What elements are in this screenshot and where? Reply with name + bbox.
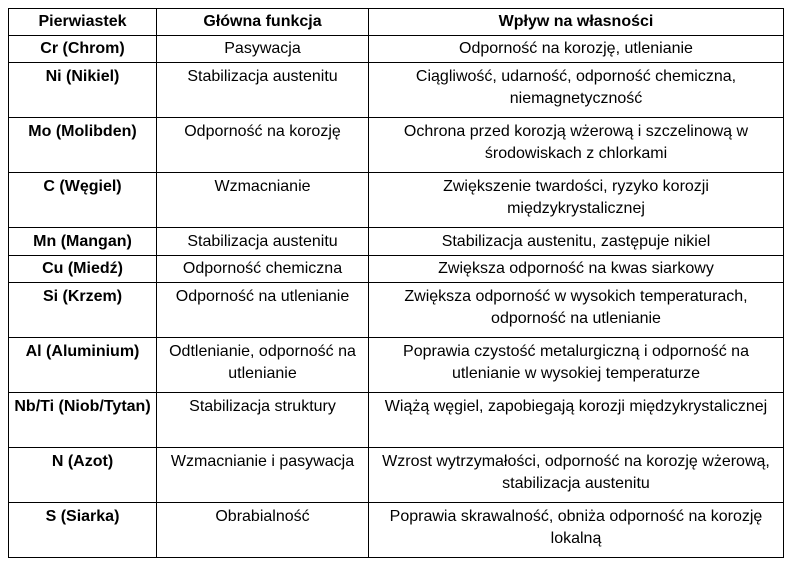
element-cell: Cu (Miedź) — [9, 256, 157, 283]
function-cell: Wzmacnianie i pasywacja — [157, 448, 369, 503]
element-cell: C (Węgiel) — [9, 173, 157, 228]
header-row — [9, 9, 784, 36]
effect-cell: Poprawia czystość metalurgiczną i odporność na utlenianie w wysokiej temperaturze — [369, 338, 784, 393]
function-cell: Obrabialność — [157, 503, 369, 558]
effect-cell: Odporność na korozję, utlenianie — [369, 36, 784, 63]
effect-cell: Stabilizacja austenitu, zastępuje nikiel — [369, 228, 784, 256]
table-row — [9, 256, 784, 283]
effect-cell: Zwiększenie twardości, ryzyko korozji międzykrystalicznej — [369, 173, 784, 228]
table-row — [9, 228, 784, 256]
table-row — [9, 503, 784, 558]
function-cell: Odtlenianie, odporność na utlenianie — [157, 338, 369, 393]
table-row — [9, 36, 784, 63]
function-cell: Pasywacja — [157, 36, 369, 63]
element-cell: Al (Aluminium) — [9, 338, 157, 393]
element-cell: N (Azot) — [9, 448, 157, 503]
table-container — [8, 8, 784, 558]
element-cell: S (Siarka) — [9, 503, 157, 558]
effect-cell: Ciągliwość, udarność, odporność chemiczna, niemagnetyczność — [369, 63, 784, 118]
element-cell: Nb/Ti (Niob/Tytan) — [9, 393, 157, 448]
effect-cell: Ochrona przed korozją wżerową i szczelinową w środowiskach z chlorkami — [369, 118, 784, 173]
table-row — [9, 393, 784, 448]
effect-cell: Poprawia skrawalność, obniża odporność na korozję lokalną — [369, 503, 784, 558]
effect-cell: Zwiększa odporność w wysokich temperaturach, odporność na utlenianie — [369, 283, 784, 338]
effect-cell: Zwiększa odporność na kwas siarkowy — [369, 256, 784, 283]
table-row — [9, 173, 784, 228]
function-cell: Odporność chemiczna — [157, 256, 369, 283]
element-cell: Cr (Chrom) — [9, 36, 157, 63]
function-cell: Stabilizacja austenitu — [157, 63, 369, 118]
function-cell: Odporność na utlenianie — [157, 283, 369, 338]
element-cell: Ni (Nikiel) — [9, 63, 157, 118]
table-row — [9, 448, 784, 503]
element-cell: Mn (Mangan) — [9, 228, 157, 256]
header-function: Główna funkcja — [157, 9, 369, 36]
table-row — [9, 338, 784, 393]
table-row — [9, 63, 784, 118]
alloying-elements-table — [8, 8, 784, 558]
effect-cell: Wiążą węgiel, zapobiegają korozji międzykrystalicznej — [369, 393, 784, 448]
element-cell: Mo (Molibden) — [9, 118, 157, 173]
function-cell: Stabilizacja struktury — [157, 393, 369, 448]
table-row — [9, 283, 784, 338]
function-cell: Stabilizacja austenitu — [157, 228, 369, 256]
header-element: Pierwiastek — [9, 9, 157, 36]
function-cell: Odporność na korozję — [157, 118, 369, 173]
effect-cell: Wzrost wytrzymałości, odporność na korozję wżerową, stabilizacja austenitu — [369, 448, 784, 503]
element-cell: Si (Krzem) — [9, 283, 157, 338]
header-effect: Wpływ na własności — [369, 9, 784, 36]
table-row — [9, 118, 784, 173]
function-cell: Wzmacnianie — [157, 173, 369, 228]
